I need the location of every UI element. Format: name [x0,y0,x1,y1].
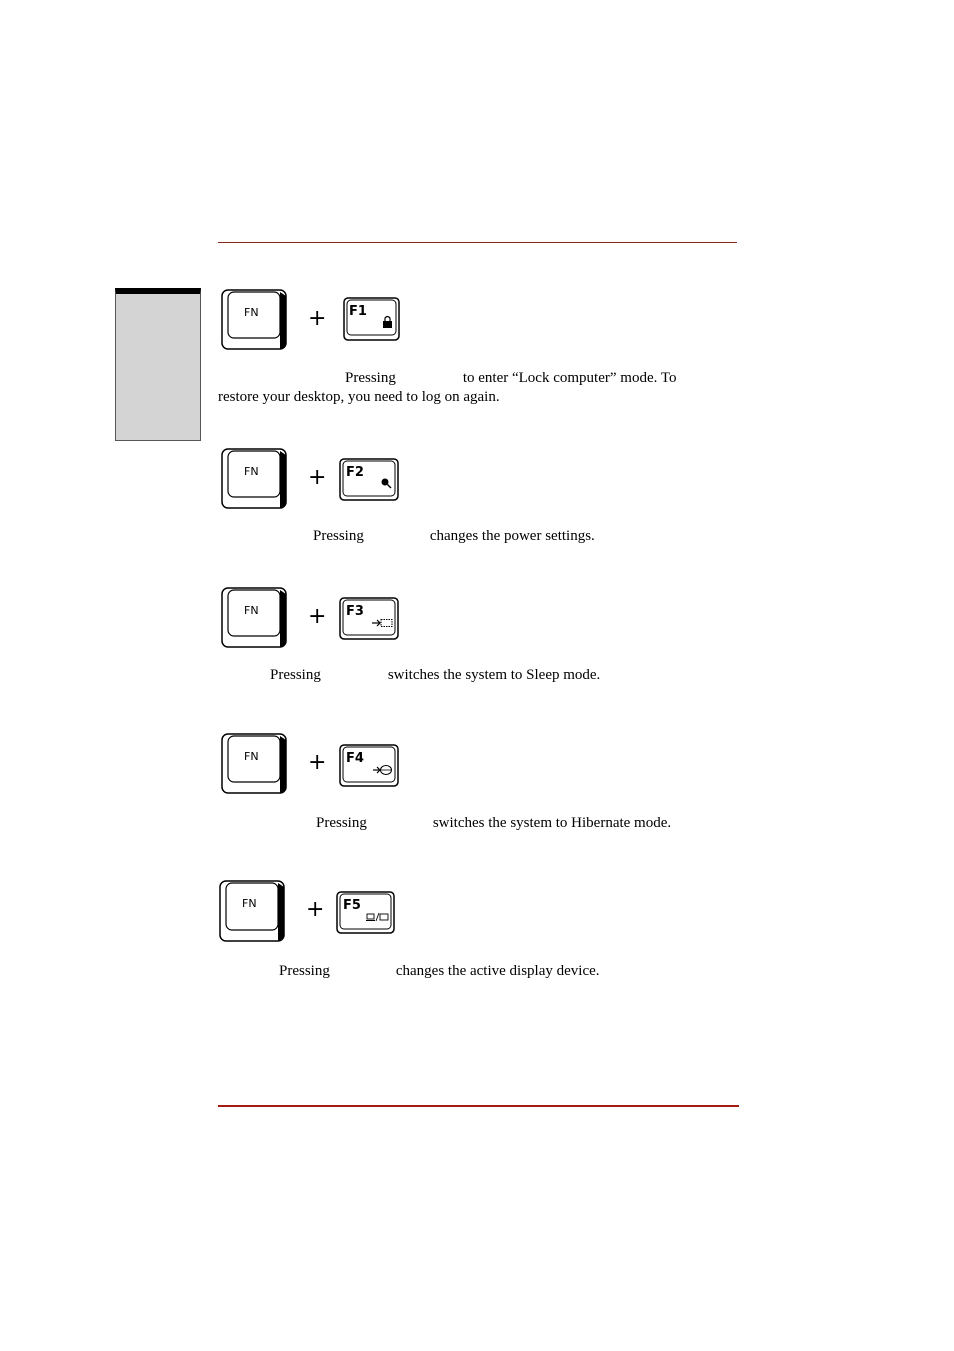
plus-sign: + [308,465,327,490]
pressing-text: Pressing [316,815,367,831]
header-rule [218,242,737,243]
f3-description-rest: switches the system to Sleep mode. [387,667,601,683]
pressing-text: Pressing [270,667,321,683]
plus-sign: + [308,750,327,775]
fn-key [222,588,286,647]
f5-key-label: F5 [343,898,361,913]
f3-key [340,598,398,639]
f4-key [340,745,398,786]
chapter-side-tab [115,288,201,441]
plus-sign: + [308,306,327,331]
f1-description-line1 [345,369,676,388]
f5-description-rest: changes the active display device. [395,963,600,979]
f4-description-rest: switches the system to Hibernate mode. [432,815,672,831]
f1-description-rest: to enter “Lock computer” mode. To [462,370,677,386]
f3-description [270,666,600,685]
fn-key-label: FN [244,750,259,763]
fn-key [222,449,286,508]
f2-key [340,459,398,500]
f3-key-label: F3 [346,604,364,619]
pressing-text: Pressing [345,370,396,386]
fn-key-label: FN [242,897,257,910]
footer-rule [218,1105,739,1107]
f1-key-label: F1 [349,304,367,319]
fn-key-label: FN [244,306,259,319]
f4-key-label: F4 [346,751,364,766]
fn-key [222,734,286,793]
f2-description-rest: changes the power settings. [429,528,595,544]
f2-description [313,527,595,546]
f1-key [344,298,399,340]
plus-sign: + [308,604,327,629]
pressing-text: Pressing [279,963,330,979]
f2-key-label: F2 [346,465,364,480]
fn-key-label: FN [244,465,259,478]
f4-description [316,814,671,833]
plus-sign: + [306,897,325,922]
fn-key [222,290,286,349]
fn-key [220,881,284,941]
fn-key-label: FN [244,604,259,617]
f5-description [279,962,600,981]
f1-description-line2: restore your desktop, you need to log on again. [218,389,500,405]
f5-key [337,892,394,933]
pressing-text: Pressing [313,528,364,544]
